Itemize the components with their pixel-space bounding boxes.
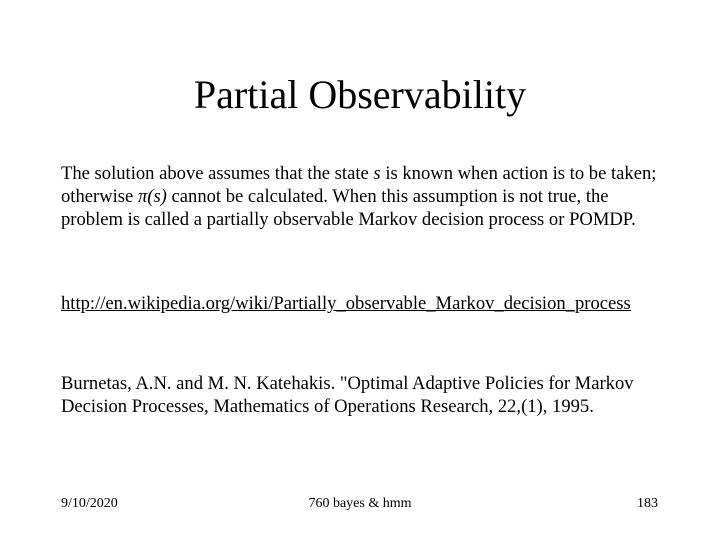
policy-expression: π(s) — [137, 186, 167, 207]
paragraph-text: is known when action is to be taken; otherwise — [61, 163, 657, 207]
body-paragraph — [61, 162, 661, 231]
state-variable: s — [373, 163, 381, 184]
wikipedia-link[interactable]: http://en.wikipedia.org/wiki/Partially_observable_Markov_decision_process — [61, 293, 631, 314]
footer-date: 9/10/2020 — [61, 496, 118, 511]
slide-title: Partial Observability — [193, 72, 527, 117]
link-paragraph — [61, 292, 661, 315]
footer-center-text: 760 bayes & hmm — [308, 496, 412, 511]
paragraph-text: The solution above assumes that the state — [61, 163, 374, 184]
reference-paragraph: Burnetas, A.N. and M. N. Katehakis. "Optimal Adaptive Policies for Markov Decision Processes, Mathematics of Operations Research, 22,(1), 1995. — [61, 373, 634, 417]
footer-page-number: 183 — [637, 496, 658, 511]
paragraph-text: cannot be calculated. When this assumption is not true, the problem is called a partially observable Markov decision process or POMDP. — [61, 186, 636, 230]
